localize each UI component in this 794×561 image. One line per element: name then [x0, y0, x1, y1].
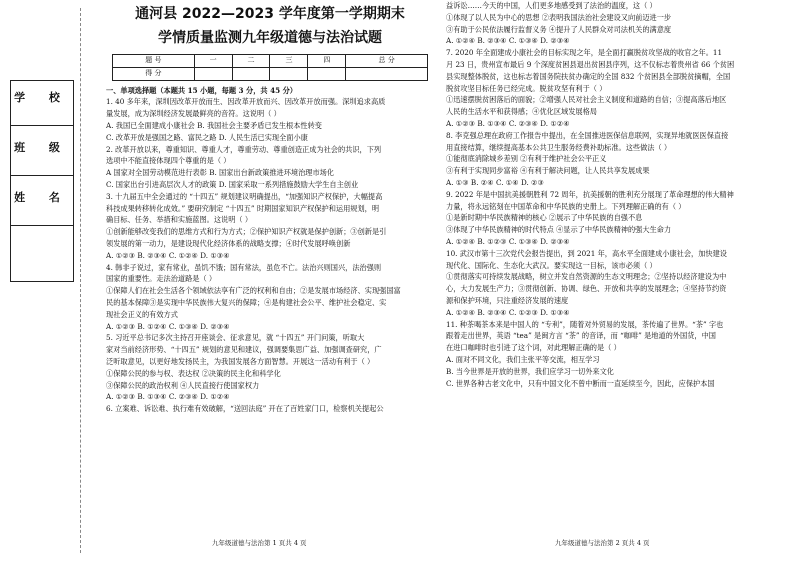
text-line: 泛听取意见，以更好地发扬民主，为我国发展各方面智慧。开展这一活动有利于（ ）: [106, 356, 375, 366]
right-page: [446, 0, 786, 389]
text-line: ①迅速摆脱贫困落后的面貌；②增强人民对社会主义制度和道路的自信；③提高落后地区: [446, 95, 727, 105]
text-line: 量发展，成为深圳经济发展最鲜亮的音符。这说明（ ）: [106, 109, 281, 119]
text-line: ①创新能够改变我们的思维方式和行为方式；②保护知识产权就是保护创新；③创新是引: [106, 227, 387, 237]
text-line: ①保障人们在社会生活各个领域依法享有广泛的权利和自由；②是发展市场经济、实现强国富: [106, 286, 401, 296]
text-line: A 国家对全国劳动模范进行表彰 B. 国家出台新政策推进环境治理市场化: [106, 168, 335, 178]
score-cell: [270, 67, 308, 80]
left-page: [106, 0, 434, 415]
school-label: 学 校: [14, 91, 70, 104]
binding-cut-line: [80, 8, 81, 553]
text-line: 脱贫攻坚目标任务已经完成。脱贫攻坚有利于（ ）: [446, 83, 607, 93]
score-cell: [232, 67, 270, 80]
text-line: ①保障公民的参与权、表达权 ②决策的民主化和科学化: [106, 368, 281, 378]
text-line: 现社会正义的有效方式: [106, 309, 178, 319]
text-line: ①贯彻落实可持续发展战略，树立并发自然资源的生态文明理念；②坚持以经济建设为中: [446, 272, 727, 282]
score-header-cell: 一: [194, 55, 232, 68]
text-line: 科技成果转移转化成效。” 要研究制定 “十四五” 时期国家知识产权保护和运用规划，明: [106, 203, 380, 213]
text-line: A. ①②③ B. ②③④ C. ①②④ D. ①③④: [106, 250, 230, 260]
text-line: 月 23 日，贵州宣布最后 9 个深度贫困县退出贫困县序列，这不仅标志着贵州省 66 个贫困: [446, 59, 735, 69]
binding-info-box: [10, 80, 74, 282]
text-line: 人民的生活水平和获得感；④优化区域发展格局: [446, 107, 597, 117]
text-line: 现代化、国际化、生态化大武汉。要实现这一目标，该市必须（ ）: [446, 260, 657, 270]
score-table: [112, 54, 428, 81]
text-line: 家对当前经济形势、“十四五” 规划的意见和建议，强调要集思广益、加强调查研究，广: [106, 345, 382, 355]
text-line: 11. 种茶喝茶本来是中国人的 “专利”，随着对外贸易的发展，茶传遍了世界。“茶” 字也: [446, 319, 724, 329]
text-line: 6. 立案难、诉讼难、执行难有效破解，“送回法庭” 开在了百姓家门口，检察机关提起公: [106, 404, 384, 414]
text-line: 1. 40 多年来，深圳因改革开放而生、因改革开放而兴、因改革开放而强。深圳追求高质: [106, 97, 386, 107]
text-line: A. ①③ B. ②④ C. ①④ D. ②③: [446, 177, 544, 187]
text-line: A. ①②④ B. ②③④ C. ①②③ D. ①③④: [446, 307, 570, 317]
text-line: 跟着走出世界，英语 “tea” 是闽方言 “茶” 的音译，而 “咖啡” 是地道的外国货，中国: [446, 331, 716, 341]
text-line: 选项中不能直接体现四个尊重的是（ ）: [106, 156, 231, 166]
section-heading: 一、单项选择题（本题共 15 小题，每题 3 分，共 45 分）: [106, 85, 297, 95]
text-line: A. ①②④ B. ①②③ C. ①③④ D. ②③④: [446, 236, 570, 246]
class-line: [11, 175, 73, 176]
text-line: 县实现整体脱贫，这也标志着国务院扶贫办确定的全国 832 个贫困县全部脱贫摘帽，全国: [446, 71, 731, 81]
text-line: ①能彻底消除城乡差别 ②有利于维护社会公平正义: [446, 154, 607, 164]
text-line: 3. 十九届五中全会通过的 “十四五” 规划建议明确提出，“加强知识产权保护，大幅提高: [106, 191, 383, 201]
text-line: 国家的重要性。走法治道路是（ ）: [106, 274, 217, 284]
text-line: A. ①②③ B. ①③④ C. ②③④ D. ①②④: [106, 392, 230, 402]
score-header-cell: 总 分: [346, 55, 428, 68]
text-line: 确目标、任务、举措和实施蓝图。这说明（ ）: [106, 215, 253, 225]
footer-page-2: 九年级道德与法治第 2 页共 4 页: [555, 539, 650, 547]
exam-title-line1: 通河县 2022—2023 学年度第一学期期末: [135, 6, 405, 22]
name-label: 姓 名: [14, 191, 70, 204]
class-label: 班 级: [14, 141, 70, 154]
name-line: [11, 225, 73, 226]
text-line: 10. 武汉市第十三次党代会报告提出，到 2021 年，高水平全面建成小康社会，加快建设: [446, 248, 727, 258]
score-header-cell: 三: [270, 55, 308, 68]
text-line: 7. 2020 年全面建成小康社会的目标实现之年，是全面打赢脱贫攻坚战的收官之年。11: [446, 48, 723, 58]
text-line: ③有助于公民依法履行监督义务 ④提升了人民群众对司法机关的满意度: [446, 24, 672, 34]
text-line: C. 改革开放是强国之路、富民之路 D. 人民生活已实现全面小康: [106, 132, 308, 142]
text-line: 2. 改革开放以来，尊重知识、尊重人才，尊重劳动、尊重创造正成为社会的共识，下列: [106, 144, 382, 154]
text-line: 力量，将永远铭刻在中国革命和中华民族的史册上。下列理解正确的有（ ）: [446, 201, 686, 211]
score-cell: [194, 67, 232, 80]
score-header-cell: 二: [232, 55, 270, 68]
right-question-text: [446, 0, 786, 389]
text-line: 在进口咖啡时也引进了这个词，对此理解正确的是（ ）: [446, 343, 621, 353]
text-line: A. ①②③ B. ①②④ C. ①③④ D. ②③④: [106, 321, 230, 331]
text-line: 领发展的第一动力，是建设现代化经济体系的战略支撑；④时代发展呼唤创新: [106, 238, 351, 248]
footer-page-1: 九年级道德与法治第 1 页共 4 页: [212, 539, 307, 547]
text-line: A. 面对不同文化，我们主张平等交流，相互学习: [446, 354, 600, 364]
text-line: ①是新时期中华民族精神的核心 ②展示了中华民族的自强不息: [446, 213, 643, 223]
text-line: C. 世界各种古老文化中，只有中国文化不曾中断而一直延续至今，因此，应保护本国: [446, 378, 715, 388]
text-line: A. 我国已全面建成小康社会 B. 我国社会主要矛盾已发生根本性转变: [106, 120, 322, 130]
score-cell: [346, 67, 428, 80]
text-line: ①体现了以人民为中心的思想 ②表明我国法治社会建设又向前迈进一步: [446, 12, 672, 22]
text-line: 5. 习近平总书记多次主持召开座谈会、征求意见，就 “十四五” 开门问策，听取大: [106, 333, 365, 343]
text-line: 4. 韩非子说过，家有常业，虽饥不饿；国有常法，虽危不亡。法治兴则国兴，法治强则: [106, 262, 382, 272]
text-line: 用直接结算，继续提高基本公共卫生服务经费补助标准。这些做法（ ）: [446, 142, 672, 152]
text-line: 益诉讼……今天的中国，人们更多地感受到了法治的温度，这（ ）: [446, 1, 657, 10]
score-header-cell: 四: [308, 55, 346, 68]
text-line: 8. 李克强总理在政府工作报告中提出，在全国推进医保信息联网，实现异地就医医保直接: [446, 130, 729, 140]
exam-title-line2: 学情质量监测九年级道德与法治试题: [158, 30, 382, 46]
text-line: ③保障公民的政治权利 ④人民直接行使国家权力: [106, 380, 260, 390]
score-header-cell: 题 号: [113, 55, 195, 68]
text-line: B. 当今世界是开放的世界，我们应学习一切外来文化: [446, 366, 614, 376]
text-line: 民的基本保障③是实现中华民族伟大复兴的保障；④是构建社会公平、维护社会稳定、实: [106, 297, 387, 307]
text-line: 9. 2022 年是中国抗美援朝胜利 72 周年，抗美援朝的胜利充分展现了革命理想的伟大精神: [446, 189, 734, 199]
school-line: [11, 125, 73, 126]
text-line: C. 国家出台引进高层次人才的政策 D. 国家采取一系列措施鼓励大学生自主创业: [106, 179, 359, 189]
score-row-label: 得 分: [113, 67, 195, 80]
text-line: A. ①②③ B. ①③④ C. ②③④ D. ①②④: [446, 118, 570, 128]
text-line: A. ①②④ B. ②③④ C. ①③④ D. ②③④: [446, 36, 570, 46]
text-line: 心，大力发展生产力；③贯彻创新、协调、绿色、开放和共享的发展理念；④坚持节约资: [446, 284, 727, 294]
score-cell: [308, 67, 346, 80]
left-question-text: [106, 96, 434, 415]
text-line: 源和保护环境，只注重经济发展的速度: [446, 295, 569, 305]
text-line: ③体现了中华民族精神的时代特点 ④显示了中华民族精神的强大生命力: [446, 225, 672, 235]
text-line: ③有利于实现同步富裕 ④有利于解决问题，让人民共享发展成果: [446, 166, 650, 176]
